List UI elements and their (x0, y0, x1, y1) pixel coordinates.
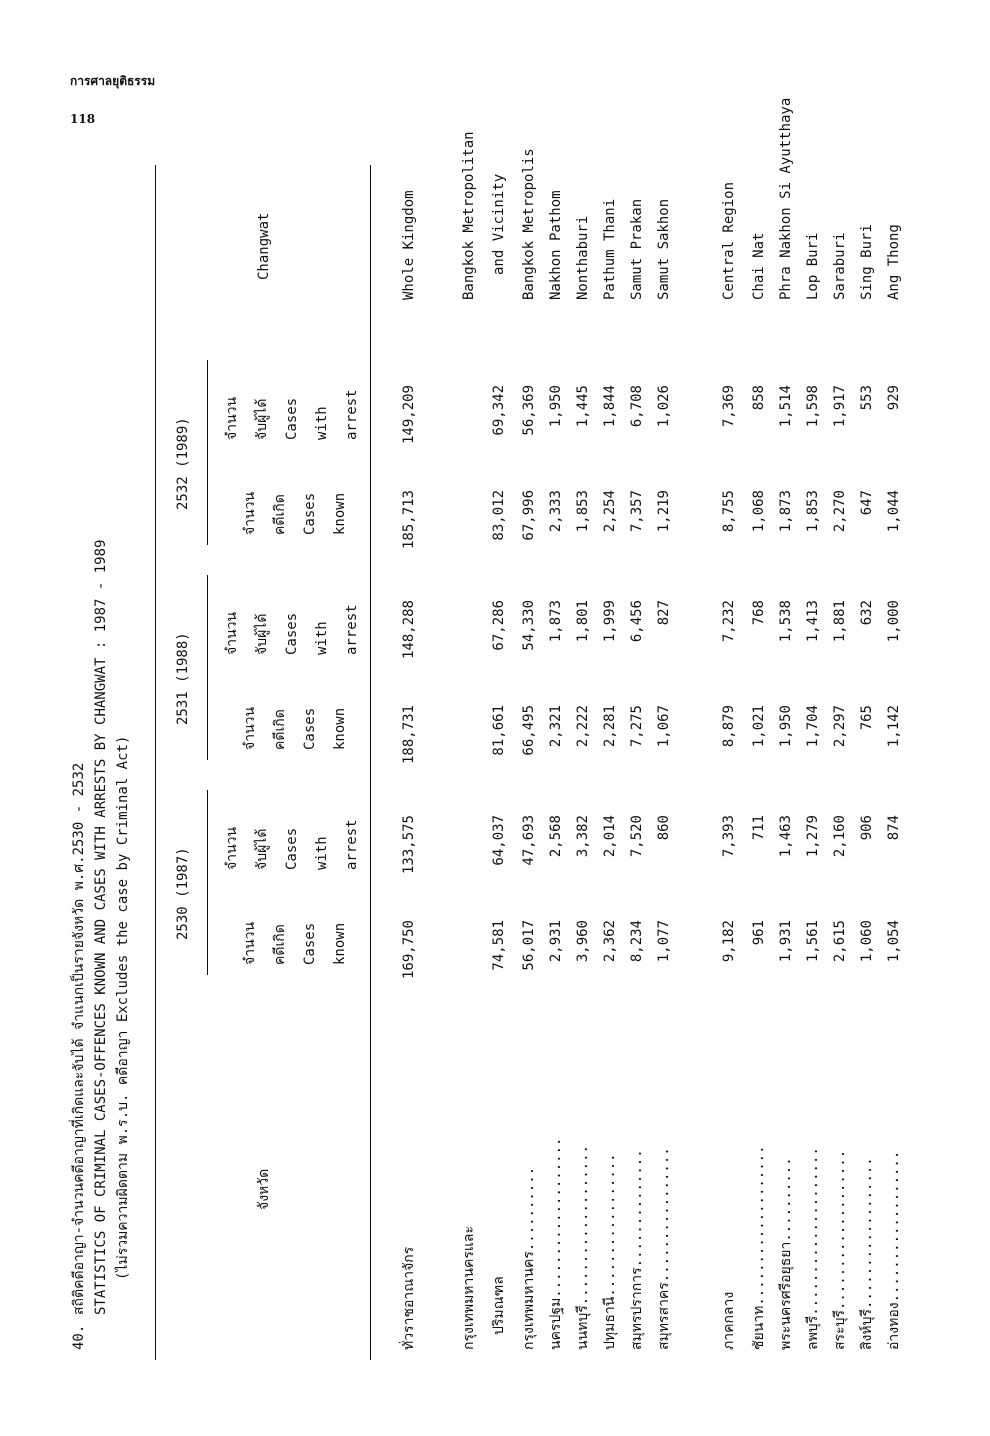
table-cell: 1,068 (751, 490, 767, 533)
table-cell: 2,222 (575, 705, 591, 748)
table-cell: 2,254 (602, 490, 618, 533)
table-cell: 133,575 (401, 815, 417, 875)
row-label-thai: ลพบุรี.................... (805, 1147, 821, 1350)
table-cell: 1,142 (886, 705, 902, 748)
table-cell: 2,333 (548, 490, 564, 533)
table-cell: 1,445 (575, 385, 591, 428)
table-cell: 1,844 (602, 385, 618, 428)
year-1989: 2532 (1989) (175, 417, 191, 510)
year-1987: 2530 (1987) (175, 847, 191, 940)
col-head-arrest: จำนวน (224, 611, 240, 655)
table-cell: 149,209 (401, 385, 417, 445)
table-cell: 8,755 (721, 490, 737, 533)
table-cell: 768 (751, 600, 767, 626)
table-cell: 9,182 (721, 920, 737, 963)
row-label-thai: อ่างทอง.................. (886, 1150, 902, 1350)
page-number: 118 (70, 112, 96, 126)
table-cell: 1,704 (805, 705, 821, 748)
table-cell: 6,708 (629, 385, 645, 428)
table-cell: 74,581 (491, 920, 507, 971)
table-cell: 647 (859, 490, 875, 516)
row-label-thai: ปริมณฑล (491, 1276, 507, 1335)
table-cell: 1,077 (656, 920, 672, 963)
table-cell: 2,281 (602, 705, 618, 748)
table-cell: 1,054 (886, 920, 902, 963)
table-cell: 1,853 (805, 490, 821, 533)
row-label-thai: พระนครศรีอยุธยา.......... (778, 1157, 794, 1350)
col-head-arrest: with (314, 406, 330, 440)
row-label-eng: Chai Nat (751, 232, 767, 300)
table-cell: 2,270 (832, 490, 848, 533)
col-head-arrest: Cases (284, 397, 300, 440)
table-cell: 188,731 (401, 705, 417, 765)
row-label-thai: สมุทรสาคร................ (656, 1147, 672, 1350)
row-label-thai: ชัยนาท................... (751, 1145, 767, 1350)
running-head: การศาลยุติธรรม (70, 74, 156, 88)
table-cell: 1,514 (778, 385, 794, 428)
header-rule (370, 165, 371, 1360)
table-cell: 860 (656, 815, 672, 841)
col-head-arrest: arrest (344, 604, 360, 655)
table-cell: 1,873 (778, 490, 794, 533)
table-cell: 906 (859, 815, 875, 841)
table-cell: 827 (656, 600, 672, 626)
table-cell: 1,801 (575, 600, 591, 643)
table-title-thai: สถิติคดีอาญา-จำนวนคดีอาญาที่เกิดและจับได้ จำแนกเป็นรายจังหวัด พ.ศ.2530 - 2532 (71, 762, 87, 1315)
row-label-thai: ปทุมธานี................. (602, 1153, 618, 1350)
row-label-thai: นนทบุรี................... (575, 1145, 591, 1350)
col-head-known: known (332, 492, 348, 535)
table-cell: 2,321 (548, 705, 564, 748)
table-cell: 1,000 (886, 600, 902, 643)
col-head-arrest: with (314, 836, 330, 870)
table-cell: 1,873 (548, 600, 564, 643)
table-cell: 7,369 (721, 385, 737, 428)
row-label-eng: Saraburi (832, 232, 848, 300)
table-number: 40. (71, 1324, 87, 1350)
col-head-arrest: จำนวน (224, 396, 240, 440)
table-cell: 47,693 (521, 815, 537, 866)
table-cell: 1,463 (778, 815, 794, 858)
col-head-known: จำนวน (242, 706, 258, 750)
table-cell: 2,931 (548, 920, 564, 963)
row-label-thai: นครปฐม................... (548, 1137, 564, 1350)
table-cell: 69,342 (491, 385, 507, 436)
col-head-arrest: arrest (344, 819, 360, 870)
col-head-known: Cases (302, 922, 318, 965)
table-cell: 711 (751, 815, 767, 841)
table-note: (ไม่รวมความผิดตาม พ.ร.บ. คดีอาญา Excludes the case by Criminal Act) (115, 735, 131, 1280)
row-label-eng: Pathum Thani (602, 198, 618, 300)
col-head-known: จำนวน (242, 491, 258, 535)
col-head-known: คดีเกิด (272, 709, 288, 750)
col-head-arrest: จับผู้ได้ (254, 828, 270, 870)
table-cell: 185,713 (401, 490, 417, 550)
table-cell: 6,456 (629, 600, 645, 643)
table-cell: 64,037 (491, 815, 507, 866)
table-cell: 2,297 (832, 705, 848, 748)
table-cell: 3,382 (575, 815, 591, 858)
row-label-eng: Ang Thong (886, 224, 902, 300)
table-cell: 1,026 (656, 385, 672, 428)
table-cell: 1,598 (805, 385, 821, 428)
table-cell: 553 (859, 385, 875, 411)
table-cell: 7,357 (629, 490, 645, 533)
row-label-eng: and Vicinity (491, 173, 507, 275)
year-rule-1987 (207, 790, 208, 975)
table-cell: 7,275 (629, 705, 645, 748)
row-label-thai: กรุงเทพมหานคร.......... (521, 1166, 537, 1350)
table-cell: 2,615 (832, 920, 848, 963)
table-cell: 54,330 (521, 600, 537, 651)
table-cell: 7,520 (629, 815, 645, 858)
col-head-known: Cases (302, 707, 318, 750)
table-cell: 858 (751, 385, 767, 411)
year-1988: 2531 (1988) (175, 632, 191, 725)
col-head-known: known (332, 922, 348, 965)
table-cell: 2,362 (602, 920, 618, 963)
top-rule (155, 165, 156, 1360)
table-cell: 1,067 (656, 705, 672, 748)
table-cell: 1,044 (886, 490, 902, 533)
row-label-eng: Phra Nakhon Si Ayutthaya (778, 97, 794, 300)
row-label-thai: ทั่วราชอาณาจักร (401, 1246, 417, 1350)
col-head-known: คดีเกิด (272, 924, 288, 965)
table-cell: 8,234 (629, 920, 645, 963)
col-head-known: จำนวน (242, 921, 258, 965)
table-cell: 929 (886, 385, 902, 411)
table-cell: 81,661 (491, 705, 507, 756)
table-cell: 2,014 (602, 815, 618, 858)
row-label-eng: Samut Prakan (629, 198, 645, 300)
table-cell: 1,413 (805, 600, 821, 643)
col-head-thai: จังหวัด (256, 1168, 272, 1210)
col-head-arrest: arrest (344, 389, 360, 440)
table-cell: 1,561 (805, 920, 821, 963)
row-label-eng: Lop Buri (805, 232, 821, 300)
row-label-thai: กรุงเทพมหานครและ (461, 1226, 477, 1350)
col-head-eng: Changwat (256, 212, 272, 280)
year-rule-1988 (207, 575, 208, 760)
col-head-arrest: จำนวน (224, 826, 240, 870)
table-cell: 1,060 (859, 920, 875, 963)
table-cell: 7,393 (721, 815, 737, 858)
row-label-eng: Whole Kingdom (401, 190, 417, 300)
row-label-eng: Sing Buri (859, 224, 875, 300)
table-cell: 874 (886, 815, 902, 841)
table-cell: 1,021 (751, 705, 767, 748)
table-cell: 8,879 (721, 705, 737, 748)
table-cell: 1,931 (778, 920, 794, 963)
table-cell: 66,495 (521, 705, 537, 756)
table-cell: 1,853 (575, 490, 591, 533)
table-cell: 169,750 (401, 920, 417, 980)
table-cell: 1,917 (832, 385, 848, 428)
table-cell: 67,286 (491, 600, 507, 651)
table-cell: 2,568 (548, 815, 564, 858)
table-cell: 67,996 (521, 490, 537, 541)
table-cell: 1,950 (778, 705, 794, 748)
col-head-arrest: Cases (284, 827, 300, 870)
year-rule-1989 (207, 360, 208, 545)
col-head-arrest: with (314, 621, 330, 655)
table-cell: 1,881 (832, 600, 848, 643)
table-cell: 1,538 (778, 600, 794, 643)
row-label-thai: สมุทรปราการ.............. (629, 1149, 645, 1350)
table-title-english: STATISTICS OF CRIMINAL CASES-OFFENCES KNOWN AND CASES WITH ARRESTS BY CHANGWAT : 1987 - 1989 (93, 539, 109, 1315)
table-cell: 2,160 (832, 815, 848, 858)
row-label-thai: สิงห์บุรี.................. (859, 1157, 875, 1350)
col-head-arrest: จับผู้ได้ (254, 398, 270, 440)
row-label-eng: Central Region (721, 181, 737, 300)
row-label-eng: Bangkok Metropolis (521, 148, 537, 300)
table-cell: 1,999 (602, 600, 618, 643)
row-label-thai: สระบุรี................... (832, 1149, 848, 1350)
table-cell: 1,279 (805, 815, 821, 858)
row-label-thai: ภาคกลาง (721, 1291, 737, 1350)
table-cell: 765 (859, 705, 875, 731)
row-label-eng: Nakhon Pathom (548, 190, 564, 300)
row-label-eng: Samut Sakhon (656, 198, 672, 300)
col-head-known: คดีเกิด (272, 494, 288, 535)
statistics-table (70, 97, 902, 1360)
col-head-arrest: จับผู้ได้ (254, 613, 270, 655)
col-head-known: Cases (302, 492, 318, 535)
table-cell: 7,232 (721, 600, 737, 643)
col-head-arrest: Cases (284, 612, 300, 655)
table-cell: 3,960 (575, 920, 591, 963)
row-label-eng: Nonthaburi (575, 215, 591, 300)
table-cell: 56,017 (521, 920, 537, 971)
table-cell: 1,950 (548, 385, 564, 428)
table-cell: 961 (751, 920, 767, 946)
table-cell: 148,288 (401, 600, 417, 660)
row-label-eng: Bangkok Metropolitan (461, 131, 477, 300)
table-cell: 83,012 (491, 490, 507, 541)
col-head-known: known (332, 707, 348, 750)
table-cell: 56,369 (521, 385, 537, 436)
table-cell: 1,219 (656, 490, 672, 533)
table-cell: 632 (859, 600, 875, 626)
